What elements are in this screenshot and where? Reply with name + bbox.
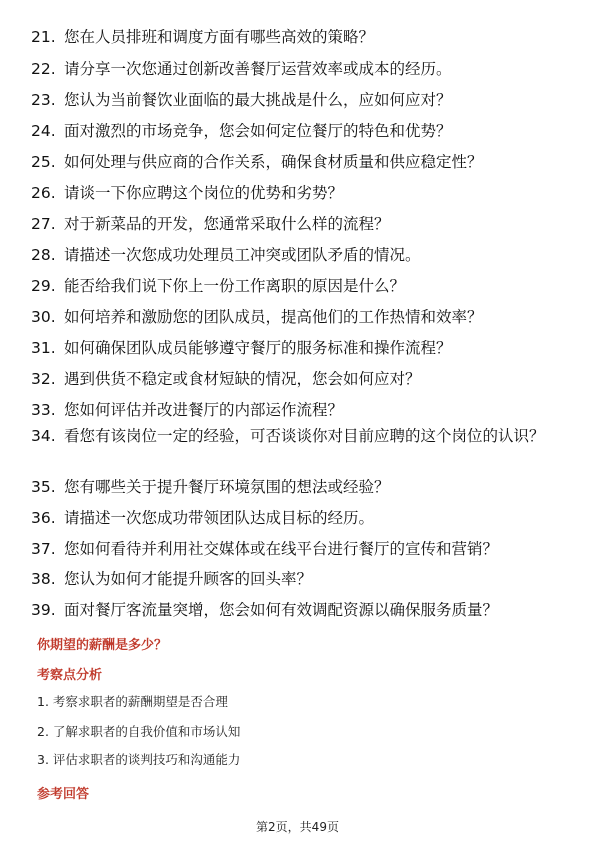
question-number: 21.: [31, 28, 56, 46]
question-number: 33.: [31, 401, 56, 419]
question-text: 您在人员排班和调度方面有哪些高效的策略？: [64, 28, 375, 46]
question-number: 29.: [31, 277, 56, 295]
question-item: [31, 397, 571, 424]
question-number: 30.: [31, 308, 56, 326]
question-item: [31, 87, 571, 114]
question-number: 37.: [31, 540, 56, 558]
question-text: 您认为当前餐饮业面临的最大挑战是什么，应如何应对？: [64, 91, 452, 109]
analysis-heading: 考察点分析: [37, 668, 103, 683]
question-item: [31, 273, 571, 300]
question-item: [31, 242, 571, 269]
question-item: [31, 56, 571, 83]
analysis-point: 1. 考察求职者的薪酬期望是否合理: [37, 694, 228, 709]
question-number: 24.: [31, 122, 56, 140]
question-item: [31, 536, 571, 563]
question-text: 能否给我们说下你上一份工作离职的原因是什么？: [64, 277, 406, 295]
question-number: 34.: [31, 427, 56, 445]
question-number: 31.: [31, 339, 56, 357]
question-text: 您如何看待并利用社交媒体或在线平台进行餐厅的宣传和营销？: [64, 540, 499, 558]
question-item: [31, 566, 571, 593]
question-number: 36.: [31, 509, 56, 527]
question-text: 请谈一下你应聘这个岗位的优势和劣势？: [64, 184, 344, 202]
question-item: [31, 180, 571, 207]
question-text: 对于新菜品的开发，您通常采取什么样的流程？: [64, 215, 390, 233]
question-item: [31, 24, 571, 51]
question-item: [31, 335, 571, 362]
question-item: [31, 366, 571, 393]
question-text: 如何处理与供应商的合作关系，确保食材质量和供应稳定性？: [64, 153, 483, 171]
question-text: 遇到供货不稳定或食材短缺的情况，您会如何应对？: [64, 370, 421, 388]
question-number: 26.: [31, 184, 56, 202]
question-text: 请描述一次您成功带领团队达成目标的经历。: [64, 509, 375, 527]
question-text: 如何培养和激励您的团队成员，提高他们的工作热情和效率？: [64, 308, 483, 326]
question-number: 39.: [31, 601, 56, 619]
question-number: 38.: [31, 570, 56, 588]
question-text: 请描述一次您成功处理员工冲突或团队矛盾的情况。: [64, 246, 421, 264]
question-item: [31, 149, 571, 176]
question-text: 您认为如何才能提升顾客的回头率？: [64, 570, 313, 588]
salary-question-heading: 你期望的薪酬是多少？: [37, 638, 168, 653]
question-item: [31, 118, 571, 145]
question-text: 您有哪些关于提升餐厅环境氛围的想法或经验？: [64, 478, 390, 496]
question-text: 您如何评估并改进餐厅的内部运作流程？: [64, 401, 344, 419]
page-footer: 第2页，共49页: [256, 820, 339, 834]
question-number: 35.: [31, 478, 56, 496]
question-item: [31, 505, 571, 532]
question-number: 32.: [31, 370, 56, 388]
question-number: 28.: [31, 246, 56, 264]
question-number: 22.: [31, 60, 56, 78]
reference-answer-heading: 参考回答: [37, 787, 90, 802]
question-item: [31, 426, 571, 447]
question-number: 23.: [31, 91, 56, 109]
question-text: 请分享一次您通过创新改善餐厅运营效率或成本的经历。: [64, 60, 452, 78]
question-item: [31, 597, 571, 624]
question-text: 面对餐厅客流量突增，您会如何有效调配资源以确保服务质量？: [64, 601, 499, 619]
question-text: 面对激烈的市场竞争，您会如何定位餐厅的特色和优势？: [64, 122, 452, 140]
question-item: [31, 474, 571, 501]
question-text: 如何确保团队成员能够遵守餐厅的服务标准和操作流程？: [64, 339, 452, 357]
question-text: 看您有该岗位一定的经验，可否谈谈你对目前应聘的这个岗位的认识？: [64, 427, 545, 445]
question-item: [31, 304, 571, 331]
question-item: [31, 211, 571, 238]
analysis-point: 2. 了解求职者的自我价值和市场认知: [37, 724, 241, 739]
question-number: 25.: [31, 153, 56, 171]
analysis-point: 3. 评估求职者的谈判技巧和沟通能力: [37, 752, 241, 767]
question-number: 27.: [31, 215, 56, 233]
